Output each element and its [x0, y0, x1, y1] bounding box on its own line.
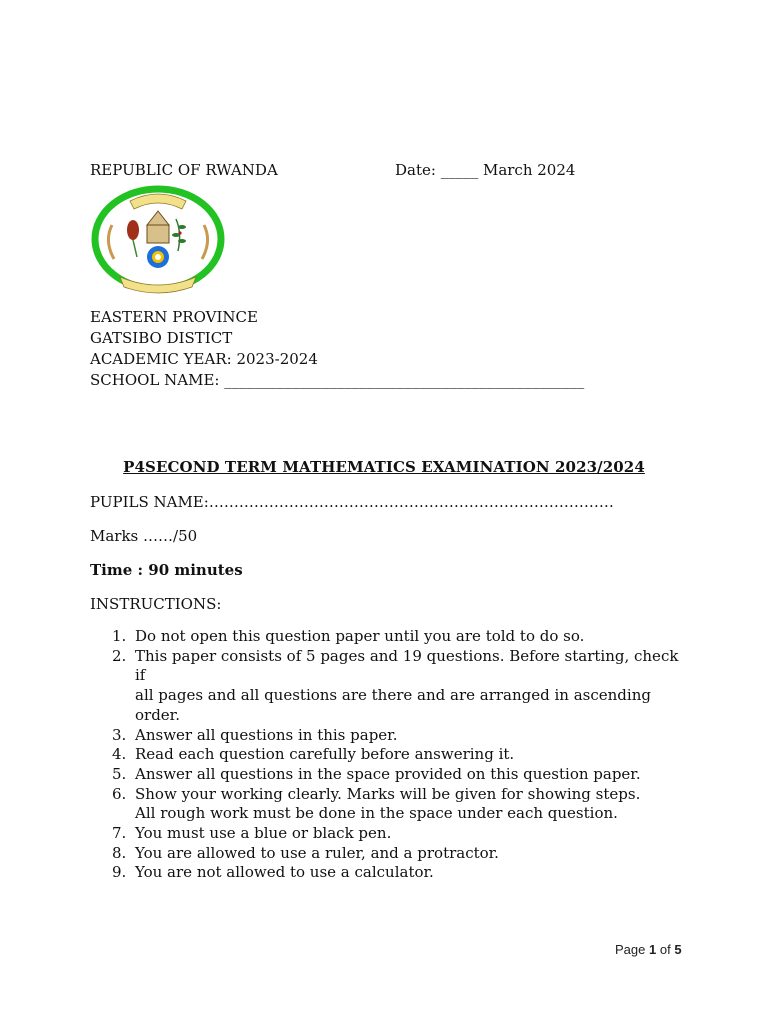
instruction-item [112, 863, 692, 883]
instruction-line: Show your working clearly. Marks will be given for showing steps. [135, 784, 641, 803]
instruction-text [135, 824, 692, 844]
instruction-number: 6. [112, 784, 127, 803]
of-word: of [659, 942, 671, 957]
marks-line: Marks ……/50 [90, 527, 198, 545]
instruction-text [135, 647, 692, 726]
instruction-line: This paper consists of 5 pages and 19 questions. Before starting, check if [135, 646, 679, 685]
instruction-item [112, 726, 692, 746]
instruction-line: You are not allowed to use a calculator. [135, 863, 434, 882]
instruction-line: order. [135, 705, 180, 724]
instruction-line: Answer all questions in the space provided on this question paper. [135, 764, 641, 783]
instruction-number: 5. [112, 764, 127, 783]
instruction-line: Read each question carefully before answering it. [135, 745, 515, 764]
instruction-number: 8. [112, 843, 127, 862]
country-name: REPUBLIC OF RWANDA [90, 161, 278, 179]
instructions-list [112, 627, 692, 883]
instruction-line: You must use a blue or black pen. [135, 824, 392, 843]
instruction-item [112, 844, 692, 864]
total-pages: 5 [674, 942, 682, 957]
instruction-line: You are allowed to use a ruler, and a protractor. [135, 843, 499, 862]
instruction-number: 7. [112, 824, 127, 843]
district-line: GATSIBO DISTICT [90, 329, 233, 347]
instructions-heading: INSTRUCTIONS: [90, 595, 222, 613]
instruction-number: 1. [112, 627, 127, 645]
instruction-item [112, 785, 692, 824]
instruction-item [112, 627, 692, 647]
instruction-number: 9. [112, 863, 127, 882]
instruction-text [135, 785, 692, 824]
instruction-text [135, 765, 692, 785]
province-line: EASTERN PROVINCE [90, 308, 258, 326]
instruction-item [112, 647, 692, 726]
page-word: Page [615, 942, 646, 957]
rwanda-coat-of-arms-icon [90, 185, 226, 297]
instruction-text [135, 745, 692, 765]
school-name-line: SCHOOL NAME: ________________________________________________ [90, 371, 585, 389]
page-number [615, 942, 682, 957]
exam-title: P4SECOND TERM MATHEMATICS EXAMINATION 2023/2024 [123, 458, 645, 476]
instruction-item [112, 765, 692, 785]
instruction-text [135, 627, 692, 647]
instruction-text [135, 844, 692, 864]
instruction-number: 3. [112, 725, 127, 744]
instruction-number: 2. [112, 646, 127, 665]
date-field: Date: _____ March 2024 [395, 161, 576, 179]
instruction-line: Answer all questions in this paper. [135, 725, 398, 744]
instruction-line: All rough work must be done in the space under each question. [135, 804, 618, 823]
school-info [90, 307, 584, 391]
time-line: Time : 90 minutes [90, 561, 243, 579]
pupils-name-line: PUPILS NAME:……………………………………………………………………… [90, 493, 614, 511]
instruction-text [135, 863, 692, 883]
instruction-item [112, 745, 692, 765]
instruction-text [135, 726, 692, 746]
instruction-number: 4. [112, 745, 127, 764]
instruction-line: Do not open this question paper until you are told to do so. [135, 627, 585, 645]
instruction-line: all pages and all questions are there and are arranged in ascending [135, 686, 651, 705]
instruction-item [112, 824, 692, 844]
academic-year-line: ACADEMIC YEAR: 2023-2024 [90, 350, 318, 368]
current-page: 1 [649, 942, 657, 957]
